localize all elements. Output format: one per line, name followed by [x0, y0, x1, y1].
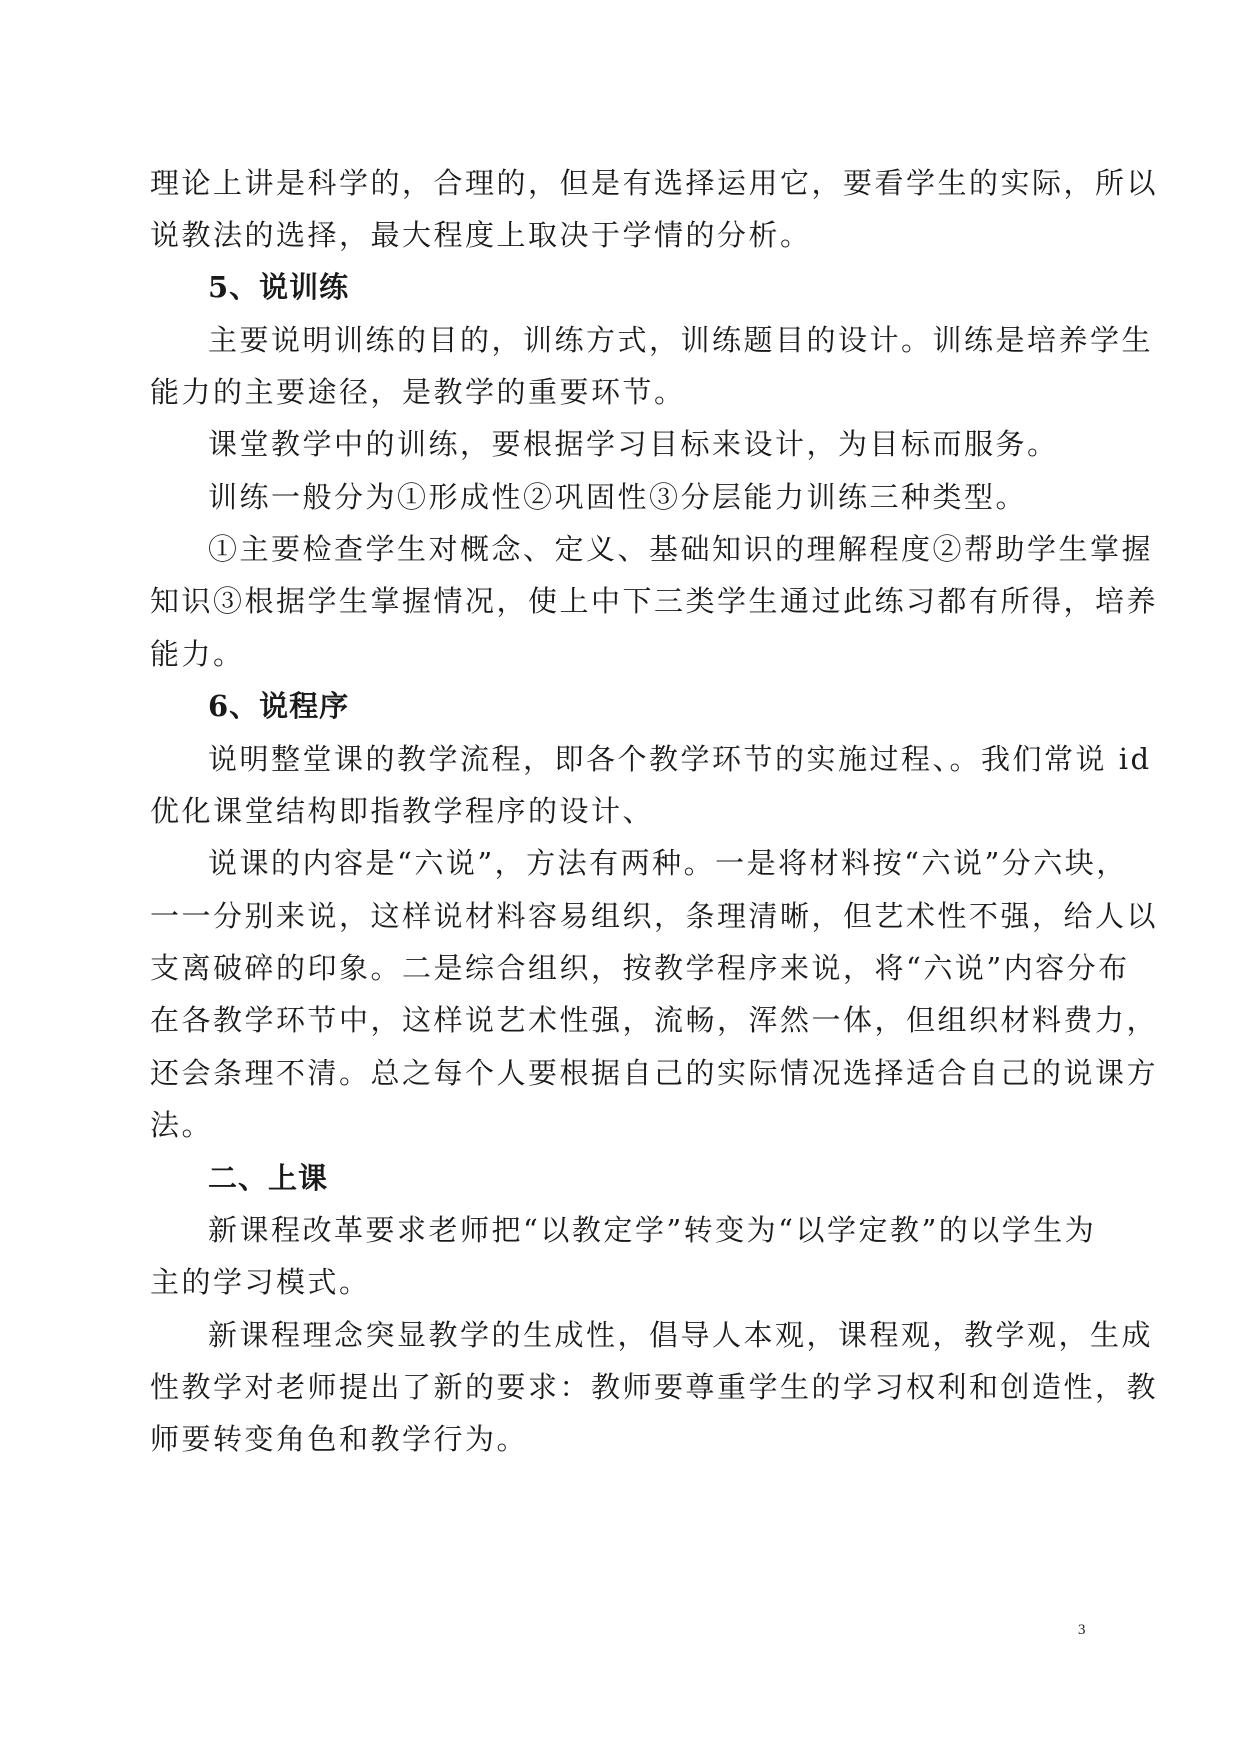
text-line: 性教学对老师提出了新的要求：教师要尊重学生的学习权利和创造性，教	[150, 1370, 1159, 1404]
text-line: 支离破碎的印象。二是综合组织，按教学程序来说，将“六说”内容分布	[150, 951, 1130, 985]
text-line: 能力的主要途径，是教学的重要环节。	[150, 375, 686, 409]
text-line: 理论上讲是科学的，合理的，但是有选择运用它，要看学生的实际，所以	[150, 166, 1159, 200]
text-line: 课堂教学中的训练，要根据学习目标来设计，为目标而服务。	[208, 427, 1059, 461]
text-line: 一一分别来说，这样说材料容易组织，条理清晰，但艺术性不强，给人以	[150, 899, 1159, 933]
text-line: 知识③根据学生掌握情况，使上中下三类学生通过此练习都有所得，培养	[150, 584, 1159, 618]
text-line: 新课程改革要求老师把“以教定学”转变为“以学定教”的以学生为	[208, 1213, 1097, 1247]
text-line: 主要说明训练的目的，训练方式，训练题目的设计。训练是培养学生	[208, 323, 1154, 357]
text-line: 能力。	[150, 637, 245, 671]
text-line: 说明整堂课的教学流程，即各个教学环节的实施过程、。我们常说 id	[208, 742, 1152, 776]
section-heading-lesson: 二、上课	[208, 1161, 329, 1195]
text-line: 主的学习模式。	[150, 1265, 371, 1299]
text-line: 说课的内容是“六说”，方法有两种。一是将材料按“六说”分六块，	[208, 846, 1128, 880]
section-heading-procedure: 6、说程序	[208, 689, 350, 723]
text-line: 法。	[150, 1108, 214, 1142]
text-line: 训练一般分为①形成性②巩固性③分层能力训练三种类型。	[208, 480, 1028, 514]
text-line: 师要转变角色和教学行为。	[150, 1422, 529, 1456]
text-line: ①主要检查学生对概念、定义、基础知识的理解程度②帮助学生掌握	[208, 532, 1154, 566]
text-line: 新课程理念突显教学的生成性，倡导人本观，课程观，教学观，生成	[208, 1318, 1154, 1352]
text-line: 在各教学环节中，这样说艺术性强，流畅，浑然一体，但组织材料费力，	[150, 1003, 1159, 1037]
text-line: 优化课堂结构即指教学程序的设计、	[150, 794, 655, 828]
text-line: 还会条理不清。总之每个人要根据自己的实际情况选择适合自己的说课方	[150, 1056, 1159, 1090]
section-heading-training: 5、说训练	[208, 270, 350, 304]
page-number: 3	[1078, 1622, 1086, 1638]
text-line: 说教法的选择，最大程度上取决于学情的分析。	[150, 218, 812, 252]
